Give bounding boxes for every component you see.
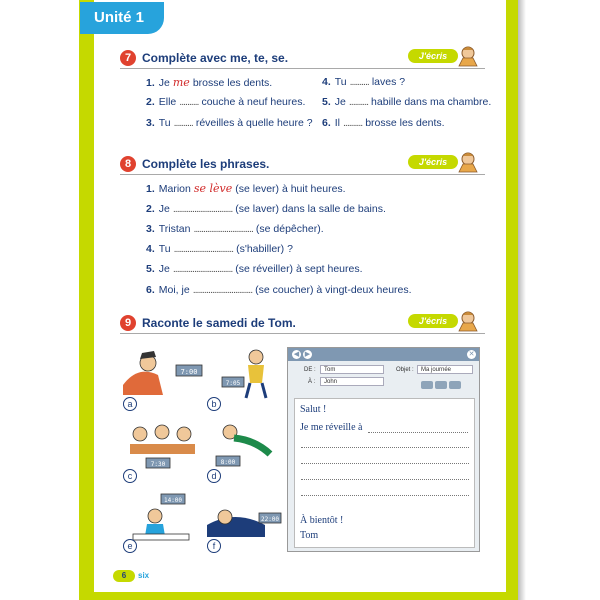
svg-text:7:00: 7:00	[180, 368, 198, 376]
writing-figure-icon	[455, 309, 481, 335]
page-shadow	[518, 0, 526, 600]
jecris-badge: J'écris	[408, 314, 458, 328]
exercise-item	[146, 117, 313, 129]
email-first-line: Je me réveille à	[300, 422, 363, 433]
item-end: brosse les dents.	[192, 77, 273, 89]
write-line[interactable]	[368, 432, 468, 433]
exercise-item	[322, 96, 491, 108]
divider	[120, 174, 485, 175]
item-start: Tristan	[158, 223, 191, 235]
item-end: couche à neuf heures.	[201, 96, 306, 108]
picture-label-e: e	[123, 539, 137, 553]
blank-answer[interactable]: ..........	[349, 76, 369, 88]
exercise-item	[146, 182, 346, 195]
illustration-tom-in-bed	[205, 495, 285, 545]
write-line[interactable]	[301, 495, 469, 496]
illustration-tom-waking-up	[118, 345, 208, 400]
write-line[interactable]	[301, 479, 469, 480]
writing-figure-icon	[455, 150, 481, 176]
item-number: 2.	[146, 203, 155, 215]
item-end: (se coucher) à vingt-deux heures.	[255, 284, 412, 296]
subject-field[interactable]: Ma journée	[417, 365, 473, 374]
picture-label-a: a	[123, 397, 137, 411]
item-start: Tu	[158, 243, 171, 255]
picture-label-d: d	[207, 469, 221, 483]
item-start: Elle	[158, 96, 177, 108]
exercise-item	[146, 263, 363, 275]
illustration-tom-looking-for-something	[210, 420, 280, 475]
illustration-tom-stretching	[220, 343, 280, 403]
page-number: 6	[113, 570, 135, 582]
blank-answer[interactable]: ..........	[173, 117, 193, 129]
edit-icon[interactable]	[449, 381, 461, 389]
svg-text:7:05: 7:05	[225, 380, 241, 387]
exercise-title: Complète les phrases.	[142, 157, 270, 171]
email-window	[287, 347, 480, 552]
email-signature: Tom	[300, 530, 319, 541]
forward-arrow-icon[interactable]: ▶	[304, 351, 311, 358]
item-end: (se réveiller) à sept heures.	[235, 263, 363, 275]
item-start: Il	[334, 117, 341, 129]
to-label: À :	[308, 379, 316, 385]
item-start: Marion	[158, 183, 191, 195]
write-line[interactable]	[301, 463, 469, 464]
exercise-item	[146, 203, 386, 215]
picture-label-f: f	[207, 539, 221, 553]
email-body[interactable]	[294, 398, 475, 548]
item-number: 5.	[146, 263, 155, 275]
exercise-number: 8	[120, 156, 136, 172]
handwritten-answer: se lève	[193, 182, 233, 195]
exercise-item	[322, 117, 445, 129]
send-icon[interactable]	[421, 381, 433, 389]
divider	[120, 68, 485, 69]
exercise-item	[146, 284, 412, 296]
jecris-badge: J'écris	[408, 155, 458, 169]
from-field[interactable]: Tom	[320, 365, 384, 374]
item-start: Je	[334, 96, 346, 108]
item-end: habille dans ma chambre.	[371, 96, 492, 108]
exercise-item	[146, 96, 305, 108]
blank-answer[interactable]: ...............................	[192, 284, 253, 296]
exercise-item	[322, 76, 405, 88]
item-number: 2.	[146, 96, 155, 108]
item-start: Tu	[158, 117, 171, 129]
svg-text:22:00: 22:00	[260, 516, 280, 523]
item-number: 1.	[146, 183, 155, 195]
exercise-number: 9	[120, 315, 136, 331]
close-icon[interactable]: ✕	[468, 351, 475, 358]
email-titlebar	[288, 348, 479, 361]
bottom-border	[79, 592, 518, 600]
exercise-item	[146, 223, 324, 235]
item-start: Je	[158, 77, 170, 89]
back-arrow-icon[interactable]: ◀	[293, 351, 300, 358]
exercise-item	[146, 76, 272, 89]
illustration-tom-doing-homework	[125, 492, 205, 547]
page-number-word: six	[138, 571, 150, 580]
to-field[interactable]: John	[320, 377, 384, 386]
blank-answer[interactable]: ...............................	[172, 203, 233, 215]
unit-title: Unité 1	[80, 2, 164, 34]
picture-label-b: b	[207, 397, 221, 411]
item-end: (se laver) dans la salle de bains.	[235, 203, 386, 215]
item-number: 3.	[146, 223, 155, 235]
blank-answer[interactable]: ..........	[179, 96, 199, 108]
exercise-9-header	[120, 315, 296, 331]
item-number: 1.	[146, 77, 155, 89]
exercise-title: Raconte le samedi de Tom.	[142, 316, 296, 330]
right-border	[506, 0, 518, 600]
blank-answer[interactable]: ...............................	[173, 243, 234, 255]
left-border	[79, 0, 94, 600]
illustration-family-breakfast	[120, 420, 205, 475]
jecris-badge: J'écris	[408, 49, 458, 63]
attach-icon[interactable]	[435, 381, 447, 389]
item-start: Je	[158, 203, 170, 215]
item-end: (se dépêcher).	[255, 223, 324, 235]
blank-answer[interactable]: ...............................	[193, 223, 253, 235]
from-label: DE :	[304, 367, 316, 373]
writing-figure-icon	[455, 44, 481, 70]
blank-answer[interactable]: ...............................	[172, 263, 233, 275]
email-greeting: Salut !	[300, 404, 327, 415]
item-start: Moi, je	[158, 284, 190, 296]
blank-answer[interactable]: ..........	[343, 117, 363, 129]
email-closing: À bientôt !	[300, 515, 344, 526]
exercise-8-header	[120, 156, 269, 172]
exercise-7-header	[120, 50, 288, 66]
exercise-title: Complète avec me, te, se.	[142, 51, 289, 65]
item-end: laves ?	[371, 76, 406, 88]
divider	[120, 333, 485, 334]
item-number: 4.	[322, 76, 331, 88]
blank-answer[interactable]: ..........	[348, 96, 369, 108]
item-start: Tu	[334, 76, 347, 88]
item-start: Je	[158, 263, 170, 275]
item-end: (se lever) à huit heures.	[235, 183, 346, 195]
item-end: (s'habiller) ?	[236, 243, 293, 255]
picture-label-c: c	[123, 469, 137, 483]
item-number: 5.	[322, 96, 331, 108]
svg-text:8:00: 8:00	[220, 459, 236, 466]
svg-text:14:00: 14:00	[163, 497, 183, 504]
exercise-item	[146, 243, 293, 255]
item-number: 3.	[146, 117, 155, 129]
item-end: brosse les dents.	[365, 117, 445, 129]
exercise-number: 7	[120, 50, 136, 66]
item-number: 6.	[322, 117, 331, 129]
svg-text:7:30: 7:30	[150, 461, 166, 468]
write-line[interactable]	[301, 447, 469, 448]
item-number: 6.	[146, 284, 155, 296]
subject-label: Objet :	[396, 367, 414, 373]
item-number: 4.	[146, 243, 155, 255]
handwritten-answer: me	[172, 76, 190, 89]
item-end: réveilles à quelle heure ?	[195, 117, 313, 129]
